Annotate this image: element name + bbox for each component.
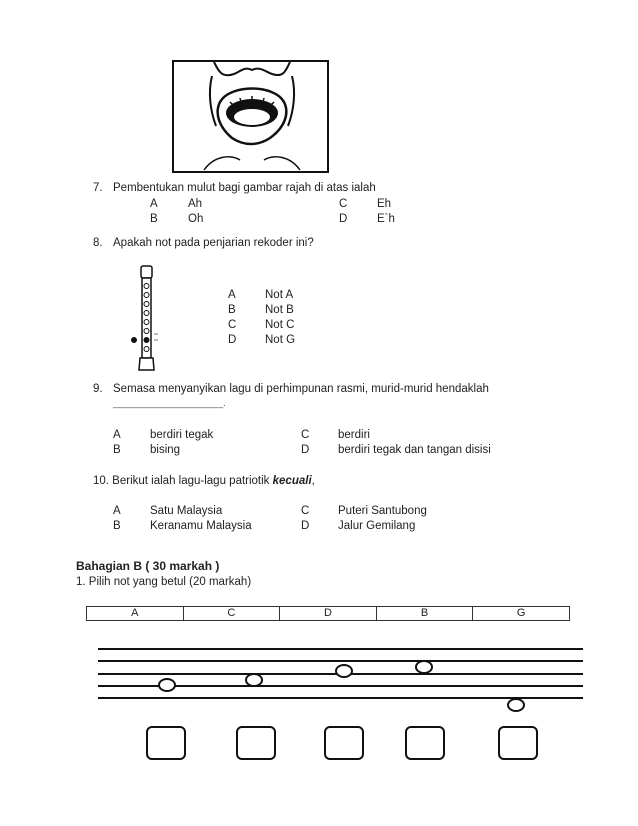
- note-choice-cell: G: [516, 607, 526, 619]
- note-choice-cell: C: [184, 607, 281, 620]
- answer-box-5[interactable]: [498, 726, 538, 760]
- staff-note-1: [159, 679, 175, 691]
- q9-option-d-text: berdiri tegak dan tangan disisi: [338, 444, 491, 456]
- q10-question-prefix: 10. Berikut ialah lagu-lagu patriotik: [93, 475, 273, 487]
- q8-question: Apakah not pada penjarian rekoder ini?: [113, 237, 314, 249]
- q9-number: 9.: [93, 383, 103, 395]
- q9-option-d-letter: D: [301, 444, 310, 456]
- q8-option-a-letter: A: [228, 289, 236, 301]
- q10-option-a-letter: A: [113, 505, 121, 517]
- answer-box-2[interactable]: [236, 726, 276, 760]
- q10-question-suffix: ,: [311, 475, 315, 487]
- q9-answer-blank: ______________________.: [113, 398, 226, 408]
- q7-option-b-letter: B: [150, 213, 158, 225]
- q10-option-d-letter: D: [301, 520, 310, 532]
- q10-option-b-text: Keranamu Malaysia: [150, 520, 252, 532]
- staff-note-2: [246, 674, 262, 686]
- q7-number: 7.: [93, 182, 103, 194]
- q10-option-c-text: Puteri Santubong: [338, 505, 427, 517]
- q8-option-d-text: Not G: [265, 334, 296, 346]
- q9-option-b-letter: B: [113, 444, 121, 456]
- q7-question: Pembentukan mulut bagi gambar rajah di atas ialah: [113, 182, 376, 194]
- staff-note-3: [336, 665, 352, 677]
- q9-option-c-letter: C: [301, 429, 310, 441]
- q10-option-c-letter: C: [301, 505, 310, 517]
- q7-option-d-text: E`h: [377, 213, 395, 225]
- note-choice-cell: A: [87, 607, 184, 620]
- q7-option-a-text: Ah: [188, 198, 203, 210]
- q9-option-c-text: berdiri: [338, 429, 370, 441]
- q7-option-c-text: Eh: [377, 198, 392, 210]
- q9-option-a-text: berdiri tegak: [150, 429, 214, 441]
- q7-option-a-letter: A: [150, 198, 158, 210]
- q9-option-b-text: bising: [150, 444, 181, 456]
- section-b-question-1: 1. Pilih not yang betul (20 markah): [76, 576, 252, 588]
- staff-note-4: [416, 661, 432, 673]
- q8-option-b-text: Not B: [265, 304, 294, 316]
- answer-box-4[interactable]: [405, 726, 445, 760]
- q10-option-a-text: Satu Malaysia: [150, 505, 223, 517]
- q7-option-d-letter: D: [339, 213, 348, 225]
- q10-option-b-letter: B: [113, 520, 121, 532]
- note-choice-cell: D: [280, 607, 377, 620]
- section-b-title: Bahagian B ( 30 markah ): [76, 559, 220, 573]
- q8-option-a-text: Not A: [265, 289, 294, 301]
- answer-box-3[interactable]: [324, 726, 364, 760]
- q7-option-c-letter: C: [339, 198, 348, 210]
- q8-option-b-letter: B: [228, 304, 236, 316]
- q8-number: 8.: [93, 237, 103, 249]
- q7-option-b-text: Oh: [188, 213, 204, 225]
- q9-question: Semasa menyanyikan lagu di perhimpunan rasmi, murid-murid hendaklah: [113, 383, 489, 395]
- staff-note-5: [508, 699, 524, 711]
- q8-option-c-text: Not C: [265, 319, 295, 331]
- q8-option-d-letter: D: [228, 334, 237, 346]
- q10-option-d-text: Jalur Gemilang: [338, 520, 416, 532]
- q9-option-a-letter: A: [113, 429, 121, 441]
- answer-box-1[interactable]: [146, 726, 186, 760]
- q10-emphasis: kecuali: [272, 475, 312, 487]
- q8-option-c-letter: C: [228, 319, 237, 331]
- note-choice-cell: B: [377, 607, 474, 620]
